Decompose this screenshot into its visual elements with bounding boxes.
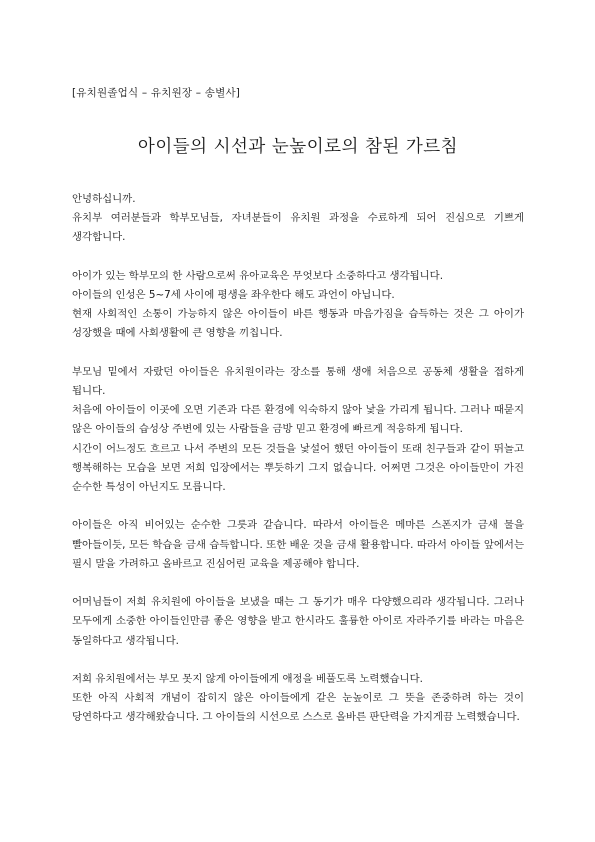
paragraph-line: 어머님들이 저희 유치원에 아이들을 보냈을 때는 그 동기가 매우 다양했으리라 생각됩니다. 그러나 모두에게 소중한 아이들인만큼 좋은 영향을 받고 한시라도 훌륭한 아이로 자라주기를 바라는 마음은 동일하다고 생각됩니다.: [72, 596, 524, 647]
paragraph-line: 저희 유치원에서는 부모 못지 않게 아이들에게 애정을 베풀도록 노력했습니다.: [72, 673, 423, 685]
paragraph-3: [72, 363, 524, 497]
paragraph-line: 처음에 아이들이 이곳에 오면 기존과 다른 환경에 익숙하지 않아 낯을 가리게 됩니다. 그러나 때묻지 않은 아이들의 습성상 주변에 있는 사람들을 금방 믿고 환경에 빠르게 적응하게 됩니다.: [72, 404, 524, 436]
paragraph-line: 아이들의 인성은 5~7세 사이에 평생을 좌우한다 해도 과언이 아닙니다.: [72, 289, 395, 301]
document-title: 아이들의 시선과 눈높이로의 참된 가르침: [137, 137, 459, 157]
paragraph-5: [72, 593, 524, 651]
document-body: [72, 190, 524, 728]
paragraph-2: [72, 267, 524, 344]
paragraph-line: 아이들은 아직 비어있는 순수한 그릇과 같습니다. 따라서 아이들은 메마른 스폰지가 금새 물을 빨아들이듯, 모든 학습을 금새 습득합니다. 또한 배운 것을 금새 활용합니다. 따라서 아이들 앞에서는 필시 말을 가려하고 올바르고 진심어린 교육을 제공해야 합니다.: [72, 519, 524, 570]
paragraph-line: 또한 아직 사회적 개념이 잡히지 않은 아이들에게 같은 눈높이로 그 뜻을 존중하려 하는 것이 당연하다고 생각해왔습니다. 그 아이들의 시선으로 스스로 올바른 판단력을 가지게끔 노력했습니다.: [72, 692, 524, 724]
paragraph-line: 안녕하십니까.: [72, 193, 136, 205]
paragraph-line: 시간이 어느정도 흐르고 나서 주변의 모든 것들을 낯설어 했던 아이들이 또래 친구들과 같이 뛰놀고 행복해하는 모습을 보면 저희 입장에서는 뿌듯하기 그지 없습니다. 어쩌면 그것은 아이들만이 가진 순수한 특성이 아닌지도 모릅니다.: [72, 442, 524, 494]
paragraph-4: [72, 516, 524, 574]
paragraph-6: [72, 670, 524, 728]
paragraph-1: [72, 190, 524, 248]
paragraph-line: 유치부 여러분들과 학부모님들, 자녀분들이 유치원 과정을 수료하게 되어 진심으로 기쁘게 생각합니다.: [72, 212, 524, 244]
document-header-tag: [유치원졸업식 – 유치원장 – 송별사]: [72, 87, 241, 99]
paragraph-line: 아이가 있는 학부모의 한 사람으로써 유아교육은 무엇보다 소중하다고 생각됩니다.: [72, 269, 443, 282]
document-page: [72, 86, 524, 728]
paragraph-line: 부모님 밑에서 자랐던 아이들은 유치원이라는 장소를 통해 생애 처음으로 공동체 생활을 접하게 됩니다.: [72, 365, 524, 397]
paragraph-line: 현재 사회적인 소통이 가능하지 않은 아이들이 바른 행동과 마음가짐을 습득하는 것은 그 아이가 성장했을 때에 사회생활에 큰 영향을 끼칩니다.: [72, 308, 524, 340]
